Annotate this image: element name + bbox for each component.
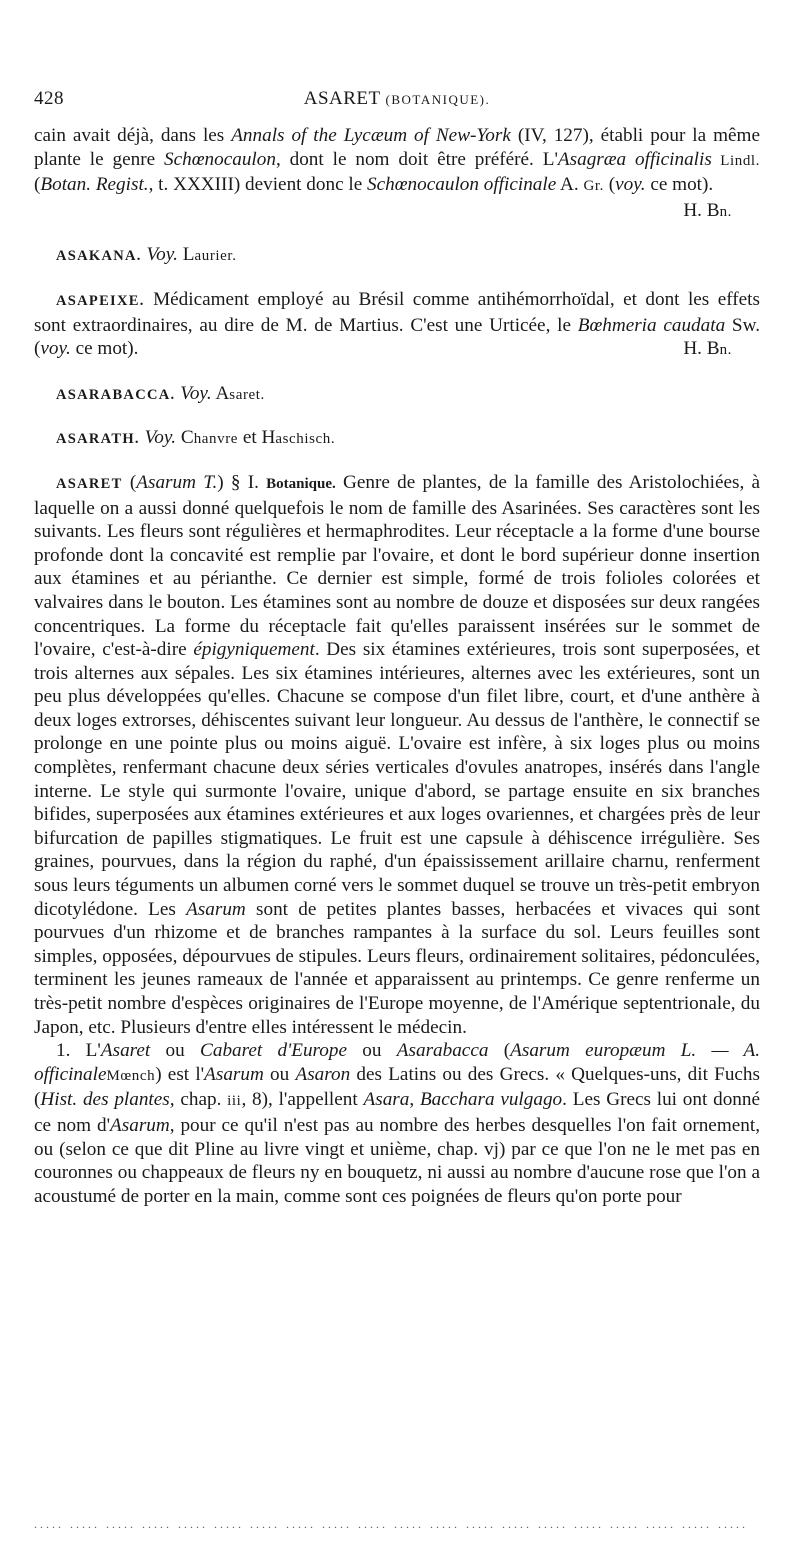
headword: ASAKANA. bbox=[56, 248, 142, 265]
entry-asakana: ASAKANA. Voy. Laurier. bbox=[56, 244, 237, 266]
cross-reference: Haschisch. bbox=[261, 427, 336, 449]
running-title bbox=[34, 88, 760, 110]
entry-asaret: ASARET (Asarum T.) § I. Botanique. Genre de plantes, de la famille des Aristolochiées, à laquelle on a aussi donné quelquefois le nom de famille des Asarinées. Ses caractères sont les suivants. Les fleurs sont régulières et hermaphrodites. Leur réceptacle a la forme d'une bourse profonde dont la concavité est remplie par l'ovaire, et dont le bord supérieur donne insertion aux étamines et au périanthe. Ce dernier est simple, formé de trois folioles colorées et valvaires dans le bouton. Les étamines sont au nombre de douze et disposées sur deux rangées concentriques. La forme du réceptacle fait qu'elles paraissent insérées sur le sommet de l'ovaire, c'est-à-dire épigyniquement. Des six étamines extérieures, trois sont superposées, et trois alternes aux sépales. Les six étamines intérieures, alternes avec les extérieures, sont un peu plus développées qu'elles. Chacune se compose d'un filet libre, court, et d'une anthère à deux loges extrorses, déhiscentes suivant leur longueur. Au dessus de l'anthère, le connectif se prolonge en une pointe plus ou moins aiguë. L'ovaire est infère, à six loges plus ou moins complètes, renfermant chacune deux séries verticales d'ovules anatropes, insérés dans l'angle interne. Le style qui surmonte l'ovaire, unique d'abord, se partage ensuite en six branches bifides, superposées aux étamines extérieures et aux loges ovariennes, et chargées près de leur bifurcation de papilles stigmatiques. Le fruit est une capsule à déhiscence irrégulière. Ses graines, pourvues, dans la région du raphé, d'un épaississement arillaire charnu, renferment sous leurs téguments un albumen corné vers le sommet duquel se trouve un très-petit embryon dicotylédone. Les Asarum sont de petites plantes basses, herbacées et vivaces qui sont pourvues d'un rhizome et de branches rampantes à la surface du sol. Leurs feuilles sont simples, opposées, dépourvues de stipules. Leurs fleurs, ordinairement solitaires, pédonculées, terminent les jeunes rameaux de l'année et apparaissent au printemps. Ce genre renferme un très-petit nombre d'espèces originaires de l'Europe moyenne, de l'Amérique septentrionale, du Japon, etc. Plusieurs d'entre elles intéressent le médecin. bbox=[34, 471, 761, 1038]
page-number: 428 bbox=[34, 88, 64, 109]
species-paragraph: 1. L'Asaret ou Cabaret d'Europe ou Asarabacca (Asarum europæum L. — A. officinaleMœnch) est l'Asarum ou Asaron des Latins ou des Grecs. « Quelques-uns, dit Fuchs (Hist. des plantes, chap. iii, 8), l'appellent Asara, Bacchara vulgago. Les Grecs lui ont donné ce nom d'Asarum, pour ce qu'il n'est pas au nombre des herbes desquelles l'on fait ornement, ou (selon ce que dit Pline au livre vingt et unième, chap. vj) par ce que l'on ne le met pas en couronnes ou chappeaux de fleurs ny en bouquetz, ni aussi au nombre d'aucune rose que l'on a acoustumé de porter en la main, comme sont ces poignées de fleurs qu'on porte pour bbox=[34, 1040, 761, 1207]
author-signature: H. Bn. bbox=[683, 338, 732, 360]
continued-paragraph: cain avait déjà, dans les Annals of the Lycæum of New-York (IV, 127), établi pour la même plante le genre Schœnocaulon, dont le nom doit être préféré. L'Asagræa officinalis Lindl. (Botan. Regist., t. XXXIII) devient donc le Schœnocaulon officinale A. Gr. (voy. ce mot). H. Bn. bbox=[34, 124, 760, 199]
footer-dotted-rule: ..... ..... ..... ..... ..... ..... ..... ..... ..... ..... ..... ..... ..... ..... ..... ..... ..... ..... ..... ..... bbox=[34, 1517, 748, 1531]
running-title-section: (BOTANIQUE). bbox=[385, 92, 491, 107]
headword: ASAPEIXE. bbox=[56, 292, 145, 309]
page-body bbox=[34, 124, 760, 1208]
entry-asarath: ASARATH. Voy. Chanvre et Haschisch. bbox=[56, 427, 336, 449]
author-signature: H. Bn. bbox=[683, 199, 732, 221]
headword: ASARET bbox=[56, 475, 123, 492]
entry-asarabacca: ASARABACCA. Voy. Asaret. bbox=[56, 382, 265, 404]
cross-reference: Asaret. bbox=[215, 382, 265, 404]
running-header bbox=[34, 88, 760, 114]
headword: ASARABACCA. bbox=[56, 386, 176, 403]
running-title-main: ASARET bbox=[303, 88, 381, 109]
headword: ASARATH. bbox=[56, 431, 140, 448]
cross-reference: Chanvre bbox=[180, 427, 239, 449]
section-label: Botanique. bbox=[266, 475, 336, 492]
entry-asapeixe: ASAPEIXE. Médicament employé au Brésil comme antihémorrhoïdal, et dont les effets sont extraordinaires, au dire de M. de Martius. C'est une Urticée, le Bœhmeria caudata Sw. (voy. ce mot). H. Bn. bbox=[34, 288, 760, 361]
cross-reference: Laurier. bbox=[182, 244, 237, 266]
